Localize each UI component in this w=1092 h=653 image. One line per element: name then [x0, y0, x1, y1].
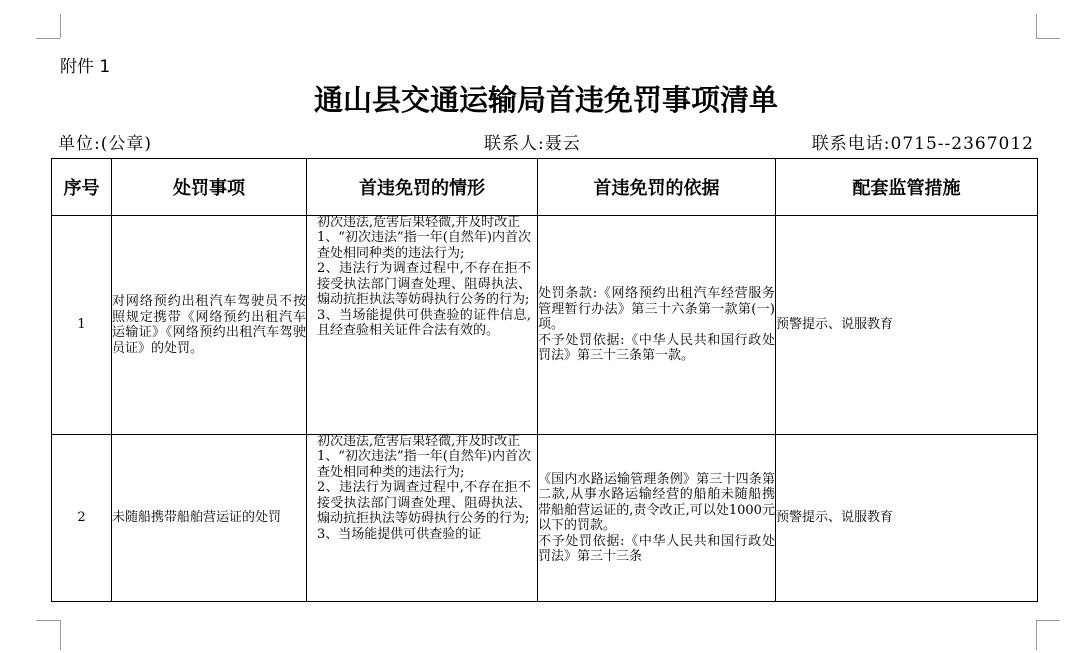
crop-mark-top-left [60, 14, 61, 38]
info-row [58, 129, 1034, 155]
table-row [52, 435, 1038, 602]
exemption-basis [538, 435, 776, 602]
crop-mark-bottom-left [60, 620, 61, 650]
exemption-basis [538, 216, 776, 435]
crop-mark-top-left [36, 38, 60, 39]
table-header-row [52, 159, 1038, 216]
situation-line: 3、当场能提供可供查验的证 [317, 526, 482, 542]
situation-line: 1、“初次违法”指一年(自然年)内首次查处相同种类的违法行为; [317, 449, 531, 480]
basis-line: 《国内水路运输管理条例》第三十四条第二款,从事水路运输经营的船舶未随船携带船舶营运证的,责令改正,可以处1000元以下的罚款。 [538, 471, 775, 533]
document-title: 通山县交通运输局首违免罚事项清单 [313, 83, 778, 117]
matter-text: 未随船携带船舶营运证的处罚 [112, 510, 282, 526]
unit-label: 单位:(公章) [58, 134, 152, 154]
penalty-matter [112, 435, 307, 602]
penalty-items-table [51, 158, 1038, 602]
crop-mark-bottom-left [36, 620, 60, 621]
supervision-measure: 预警提示、说服教育 [776, 216, 1038, 435]
supervision-measure: 预警提示、说服教育 [776, 435, 1038, 602]
crop-mark-top-right [1036, 14, 1037, 38]
header-basis: 首违免罚的依据 [538, 159, 776, 216]
situation-line: 2、违法行为调查过程中,不存在拒不接受执法部门调查处理、阻碍执法、煽动抗拒执法等妨碍执行公务的行为; [317, 261, 531, 307]
penalty-matter [112, 216, 307, 435]
exemption-situation [307, 435, 538, 602]
header-no: 序号 [52, 159, 112, 216]
crop-mark-top-right [1036, 38, 1060, 39]
matter-text: 对网络预约出租汽车驾驶员不按照规定携带《网络预约出租汽车运输证》《网络预约出租汽车驾驶员证》的处罚。 [112, 294, 306, 356]
situation-line: 初次违法,危害后果轻微,并及时改正 [317, 433, 521, 449]
attachment-label: 附件 1 [60, 57, 111, 77]
situation-line: 2、违法行为调查过程中,不存在拒不接受执法部门调查处理、阻碍执法、煽动抗拒执法等妨碍执行公务的行为; [317, 480, 531, 526]
situation-line: 1、“初次违法”指一年(自然年)内首次查处相同种类的违法行为; [317, 230, 531, 261]
crop-mark-bottom-right [1036, 620, 1060, 621]
row-number: 2 [52, 435, 112, 602]
crop-mark-bottom-right [1036, 620, 1037, 650]
header-measure: 配套监管措施 [776, 159, 1038, 216]
basis-line: 不予处罚依据:《中华人民共和国行政处罚法》第三十三条第一款。 [538, 332, 775, 364]
basis-line: 不予处罚依据:《中华人民共和国行政处罚法》第三十三条 [538, 533, 775, 564]
exemption-situation [307, 216, 538, 435]
row-number: 1 [52, 216, 112, 435]
header-situation: 首违免罚的情形 [307, 159, 538, 216]
situation-line: 3、当场能提供可供查验的证件信息,且经查验相关证件合法有效的。 [317, 307, 531, 338]
contact-label: 联系人:聂云 [484, 134, 581, 154]
phone-label: 联系电话:0715--2367012 [811, 134, 1034, 154]
table-row [52, 216, 1038, 435]
situation-line: 初次违法,危害后果轻微,并及时改正 [317, 214, 521, 230]
basis-line: 处罚条款:《网络预约出租汽车经营服务管理暂行办法》第三十六条第一款第(一)项。 [538, 286, 775, 333]
header-matter: 处罚事项 [112, 159, 307, 216]
